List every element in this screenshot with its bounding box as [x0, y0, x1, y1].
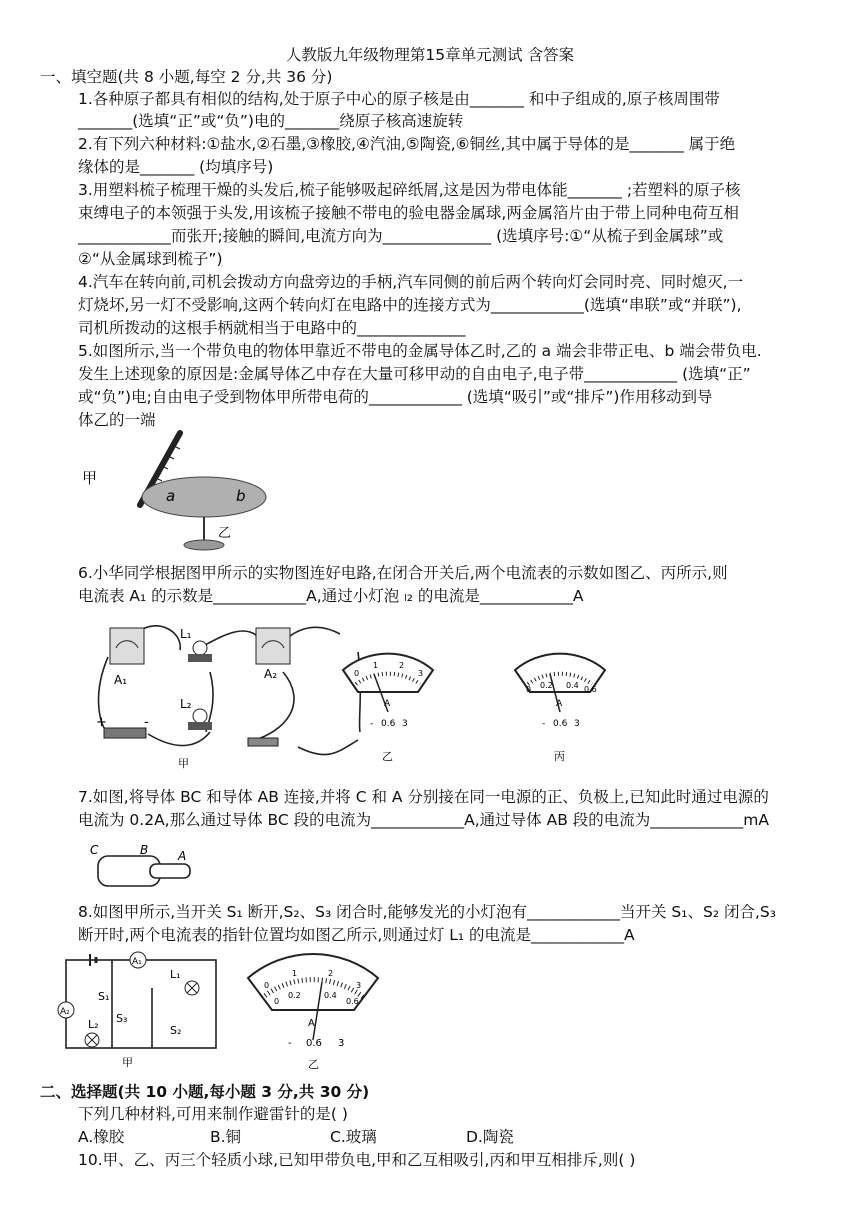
svg-text:A: A — [178, 849, 187, 863]
svg-text:2: 2 — [328, 969, 334, 978]
q5-line1: 5.如图所示,当一个带负电的物体甲靠近不带电的金属导体乙时,乙的 a 端会非带正电、b 端会带负电. — [78, 342, 762, 360]
svg-text:3: 3 — [402, 719, 408, 729]
svg-text:2: 2 — [399, 661, 405, 670]
stand-base — [184, 540, 224, 550]
meter-yi — [343, 654, 433, 763]
label-minus: - — [144, 715, 149, 730]
svg-text:L₁: L₁ — [170, 968, 181, 981]
q7-figure — [88, 840, 208, 895]
svg-text:3: 3 — [338, 1038, 345, 1049]
svg-text:-: - — [542, 719, 546, 729]
ammeter-a1 — [110, 628, 144, 664]
svg-text:-: - — [370, 719, 374, 729]
conductor-ab — [150, 864, 190, 878]
q9-stem: 下列几种材料,可用来制作避雷针的是( ) — [78, 1105, 348, 1123]
label-a2: A₂ — [264, 667, 278, 681]
label-a: a — [166, 487, 176, 505]
q3-line2: 束缚电子的本领强于头发,用该梳子接触不带电的验电器金属球,两金属箔片由于带上同种电荷互相 — [78, 204, 739, 222]
q10-stem: 10.甲、乙、丙三个轻质小球,已知甲带负电,甲和乙互相吸引,丙和甲互相排斥,则( ) — [78, 1151, 636, 1169]
svg-text:-: - — [288, 1038, 292, 1049]
q4-line1: 4.汽车在转向前,司机会拨动方向盘旁边的手柄,汽车同侧的前后两个转向灯会同时亮、同时熄灭,一 — [78, 273, 744, 291]
q6-line2: 电流表 A₁ 的示数是____________A,通过小灯泡 ₗ₂ 的电流是____________A — [78, 587, 584, 605]
q1-line2: _______(选填“正”或“负”)电的_______绕原子核高速旋转 — [78, 112, 464, 130]
lamp-l2-base — [188, 722, 212, 730]
q5-line4: 体乙的一端 — [78, 411, 156, 429]
q5-figure — [70, 425, 300, 560]
svg-text:0.6: 0.6 — [381, 719, 396, 729]
svg-text:0.6: 0.6 — [306, 1038, 322, 1049]
q3-line3: ____________而张开;接触的瞬间,电流方向为______________ (选填序号:①“从梳子到金属球”或 — [78, 227, 724, 245]
label-jia: 甲 — [178, 757, 189, 770]
label-jia: 甲 — [122, 1056, 133, 1069]
q1-line1: 1.各种原子都具有相似的结构,处于原子中心的原子核是由_______ 和中子组成的,原子核周围带 — [78, 90, 720, 108]
q5-line3: 或“负”)电;自由电子受到物体甲所带电荷的____________ (选填“吸引”或“排斥”)作用移动到导 — [78, 388, 713, 406]
svg-text:0.4: 0.4 — [566, 681, 579, 690]
svg-text:0: 0 — [526, 685, 532, 694]
q4-line3: 司机所拨动的这根手柄就相当于电路中的______________ — [78, 319, 466, 337]
label-b: b — [236, 487, 246, 505]
section-choice-heading: 二、选择题(共 10 小题,每小题 3 分,共 30 分) — [40, 1083, 370, 1101]
svg-text:3: 3 — [356, 981, 362, 990]
svg-text:1: 1 — [292, 969, 298, 978]
q9-option-d: D.陶瓷 — [466, 1128, 514, 1146]
svg-text:A₁: A₁ — [132, 957, 142, 967]
q9-option-a: A.橡胶 — [78, 1128, 125, 1146]
q9-option-c: C.玻璃 — [330, 1128, 377, 1146]
svg-text:0.4: 0.4 — [324, 991, 337, 1000]
metal-conductor-yi — [142, 477, 266, 517]
svg-text:3: 3 — [418, 669, 424, 678]
svg-text:1: 1 — [373, 661, 379, 670]
q8-figure — [52, 948, 392, 1078]
label-l2: L₂ — [180, 697, 192, 711]
svg-text:0.6: 0.6 — [346, 997, 359, 1006]
label-a1: A₁ — [114, 673, 128, 687]
svg-text:B: B — [140, 843, 149, 857]
svg-text:L₂: L₂ — [88, 1018, 99, 1031]
q8-line2: 断开时,两个电流表的指针位置均如图乙所示,则通过灯 L₁ 的电流是____________A — [78, 926, 635, 944]
q4-line2: 灯烧坏,另一灯不受影响,这两个转向灯在电路中的连接方式为____________(选填“串联”或“并联”), — [78, 296, 742, 314]
svg-text:A₂: A₂ — [60, 1007, 70, 1017]
page-title: 人教版九年级物理第15章单元测试 含答案 — [285, 46, 575, 64]
svg-text:A: A — [556, 699, 563, 709]
lamp-l1 — [193, 641, 207, 655]
q3-line4: ②“从金属球到梳子”) — [78, 250, 223, 268]
svg-text:0.6: 0.6 — [553, 719, 568, 729]
label-plus: + — [96, 715, 107, 730]
q7-line1: 7.如图,将导体 BC 和导体 AB 连接,并将 C 和 A 分别接在同一电源的正、负极上,已知此时通过电源的 — [78, 788, 769, 806]
label-jia: 甲 — [82, 469, 98, 487]
switch — [248, 738, 278, 746]
section-fill-blank-heading: 一、填空题(共 8 小题,每空 2 分,共 36 分) — [40, 68, 333, 86]
label-l1: L₁ — [180, 627, 192, 641]
svg-text:0.2: 0.2 — [288, 991, 301, 1000]
svg-text:0: 0 — [354, 669, 360, 678]
label-s2: S₂ — [170, 1024, 182, 1037]
battery — [104, 728, 146, 738]
svg-text:0.2: 0.2 — [540, 681, 553, 690]
label-s1: S₁ — [98, 990, 110, 1003]
q2-line2: 缘体的是_______ (均填序号) — [78, 158, 274, 176]
svg-text:0: 0 — [274, 997, 280, 1006]
label-bing: 丙 — [554, 750, 565, 763]
svg-text:0.6: 0.6 — [584, 685, 597, 694]
meter-bing — [515, 654, 605, 763]
q9-option-b: B.铜 — [210, 1128, 242, 1146]
ammeter-a2 — [256, 628, 290, 664]
q3-line1: 3.用塑料梳子梳理干燥的头发后,梳子能够吸起碎纸屑,这是因为带电体能_______ ;若塑料的原子核 — [78, 181, 741, 199]
svg-text:A: A — [384, 699, 391, 709]
label-8-yi: 乙 — [308, 1058, 319, 1071]
svg-text:A: A — [308, 1018, 315, 1029]
svg-text:0: 0 — [264, 981, 270, 990]
label-yi: 乙 — [382, 750, 393, 763]
meter-8-yi — [248, 954, 378, 1071]
svg-text:C: C — [90, 843, 99, 857]
q6-line1: 6.小华同学根据图甲所示的实物图连好电路,在闭合开关后,两个电流表的示数如图乙、丙所示,则 — [78, 564, 728, 582]
q6-figure — [88, 612, 648, 772]
q2-line1: 2.有下列六种材料:①盐水,②石墨,③橡胶,④汽油,⑤陶瓷,⑥铜丝,其中属于导体的是_______ 属于绝 — [78, 135, 736, 153]
label-s3: S₃ — [116, 1012, 128, 1025]
lamp-l2 — [193, 709, 207, 723]
q5-line2: 发生上述现象的原因是:金属导体乙中存在大量可移甲动的自由电子,电子带____________ (选填“正” — [78, 365, 751, 383]
lamp-l1-base — [188, 654, 212, 662]
svg-text:3: 3 — [574, 719, 580, 729]
label-yi: 乙 — [218, 526, 232, 541]
q7-line2: 电流为 0.2A,那么通过导体 BC 段的电流为____________A,通过导体 AB 段的电流为____________mA — [78, 811, 769, 829]
q8-line1: 8.如图甲所示,当开关 S₁ 断开,S₂、S₃ 闭合时,能够发光的小灯泡有____________当开关 S₁、S₂ 闭合,S₃ — [78, 903, 776, 921]
